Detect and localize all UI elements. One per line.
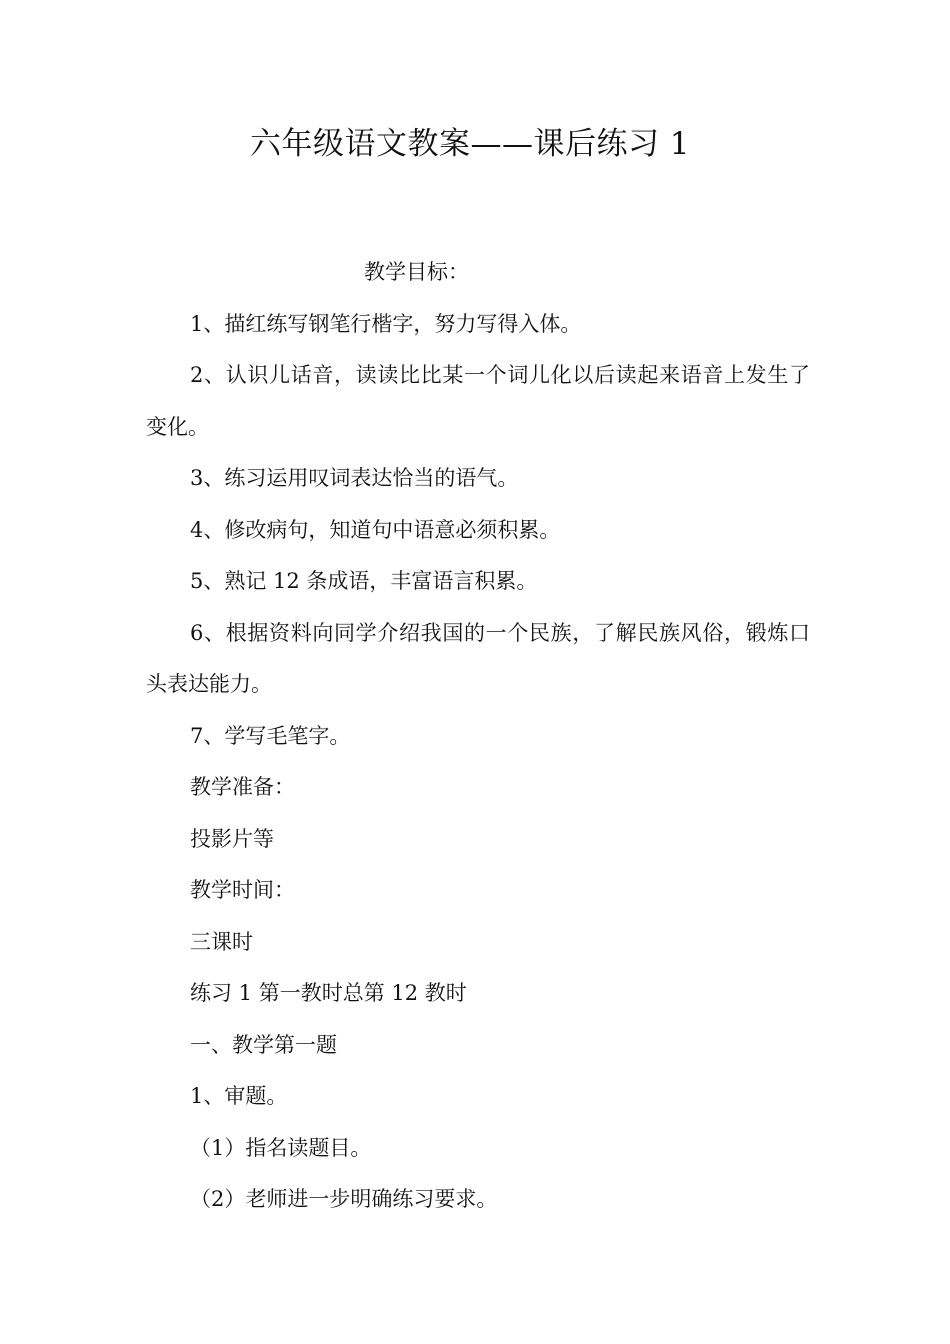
- document-title: 六年级语文教案——课后练习 1: [249, 126, 691, 162]
- lesson-header: 练习 1 第一教时总第 12 教时: [190, 981, 467, 1005]
- step-heading: 一、教学第一题: [190, 1032, 337, 1057]
- section-heading-preparation: 教学准备：: [190, 775, 295, 799]
- section-heading-teaching-goals: 教学目标：: [364, 260, 469, 284]
- time-text: 三课时: [190, 929, 253, 954]
- goal-item-6: 6、根据资料向同学介绍我国的一个民族，了解民族风俗，锻炼口头表达能力。: [146, 620, 810, 696]
- section-heading-time: 教学时间：: [190, 878, 295, 902]
- goal-item-7: 7、学写毛笔字。: [190, 723, 351, 748]
- goal-item-4: 4、修改病句，知道句中语意必须积累。: [190, 517, 561, 542]
- step-subitem-1: （1）指名读题目。: [190, 1135, 372, 1160]
- document-body: [146, 247, 810, 1226]
- step-item-1: 1、审题。: [190, 1084, 288, 1108]
- goal-item-5: 5、熟记 12 条成语，丰富语言积累。: [190, 569, 538, 593]
- goal-item-1: 1、描红练写钢笔行楷字，努力写得入体。: [190, 311, 582, 336]
- step-subitem-2: （2）老师进一步明确练习要求。: [190, 1187, 498, 1211]
- goal-item-2: 2、认识儿话音，读读比比某一个词儿化以后读起来语音上发生了变化。: [146, 363, 810, 439]
- preparation-text: 投影片等: [190, 826, 274, 851]
- goal-item-3: 3、练习运用叹词表达恰当的语气。: [190, 466, 519, 490]
